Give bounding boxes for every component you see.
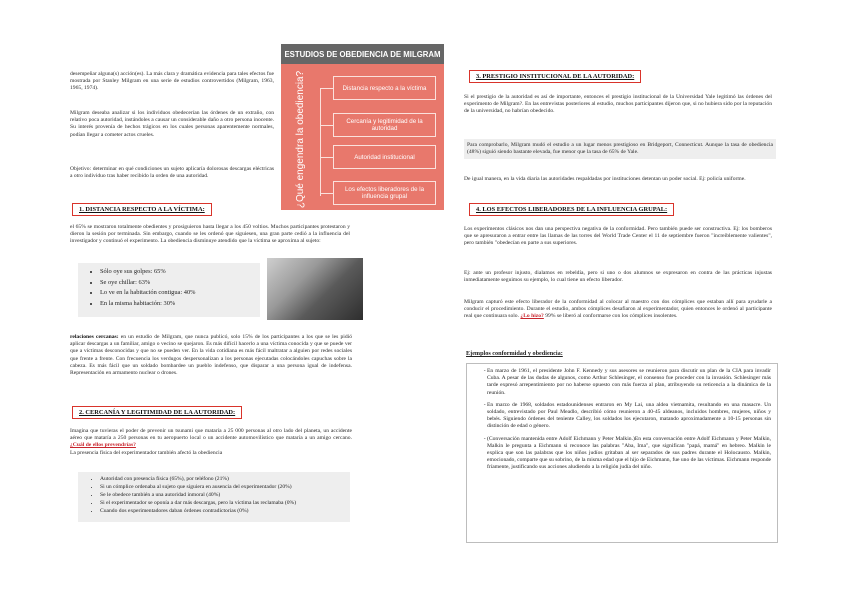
- section-2-header: [72, 406, 242, 419]
- section-2-text: Imagina que tuvieras el poder de prevenir un tsunami que mataría a 25 000 personas al otro lado del planeta, un accidente aéreo que mataría a 250 personas en tu aeropuerto local o un accidente automovilístico que mataría a un amigo cercano.: [70, 428, 352, 442]
- diagram-title: ESTUDIOS DE OBEDIENCIA DE MILGRAM: [281, 44, 444, 64]
- close-relationships-label: relaciones cercanas:: [70, 334, 119, 340]
- list-item: • En la misma habitación: 30%: [100, 299, 260, 310]
- section-4-paragraph-1: Los experimentos clásicos nos dan una perspectiva negativa de la conformidad. Pero también puede ser constructiva. Ej: los bomberos que se apresuraron a entrar entre las llamas de las torres del World Trade Center el 11 de septiembre fueron "increíblemente valientes", pero también "obedecían en parte a sus superiores.: [464, 226, 772, 247]
- section-1-header: [72, 203, 212, 216]
- list-item: • Se le obedece también a una autoridad inmoral (40%): [100, 491, 350, 499]
- section-4-text-end: 99% se liberó al conformarse con los cómplices insolentes.: [543, 313, 678, 320]
- list-item: • Autoridad con presencia física (65%), por teléfono (21%): [100, 475, 350, 483]
- diagram-item-group-influence: Los efectos liberadores de la influencia grupal: [333, 181, 436, 205]
- section-2-bullet-box: [78, 472, 350, 522]
- section-4-paragraph-2: Ej: ante un profesor injusto, dialamos en rebeldía, pero si uno o dos alumnos se expresaron en contra de las prácticas injustas inmediatamente seguimos su ejemplo, lo cual tiene un efecto liberador.: [464, 270, 772, 284]
- diagram-item-institutional-authority: Autoridad institucional: [333, 145, 436, 169]
- list-item: • Lo ve en la habitación contigua: 40%: [100, 288, 260, 299]
- section-2-header-text: 2. CERCANÍA Y LEGITIMIDAD DE LA AUTORIDAD:: [79, 409, 236, 416]
- examples-title-text: Ejemplos conformidad y obediencia:: [466, 350, 563, 357]
- examples-title: [466, 350, 563, 357]
- section-1-bullets: [78, 267, 260, 309]
- examples-box: [466, 363, 778, 543]
- section-1-header-text: 1. DISTANCIA RESPECTO A LA VÍCTIMA:: [79, 206, 205, 213]
- list-item: - (Conversación mantenida entre Adolf Eichmann y Peter Malkin.)En esta conversación entre Adolf Eichmann y Peter Malkin, Malkin le pregunta a Eichmann si reconoce las palabras "Aba, Ima", que significan "papá, mamá" en hebreo. Malkin le explica que son las palabras que los niños judíos gritaban al ser separados de sus padres durante el Holocausto. Malkin, emocionado, comparte que su sobrino, de la misma edad que el hijo de Eichmann, fue uno de las víctimas. Eichmann responde fríamente, justificando sus acciones aludiendo a la religión judía del niño.: [487, 436, 777, 472]
- section-1-paragraph: el 65% se mostraron totalmente obedientes y prosiguieron hasta llegar a los 450 voltios. Muchos participantes protestaron y dieron la sesión por terminada. Sin embargo, cuando se les ordenó que siguiesen, una gran parte cedió a la influencia del investigador y continuó el experimento. La obediencia disminuye atendido que la víctima se aproxima al sujeto:: [70, 224, 350, 245]
- close-relationships-text: en un estudio de Milgram, que nunca publicó, solo 15% de los participantes a los que se les pidió aplicar descargas a un familiar, amigo o vecino se quejaron. Es más difícil hacerlo a una víctima conocida y que se puede ver que a víctimas desconocidas y que no se pueden ver. En la vida cotidiana es más fácil maltratar a alguien por redes sociales que frente a frente. Con frecuencia los verdugos despersonalizan a los personas ejecutadas colocándoles capuchas sobre la cabeza. Es más fácil que un soldado bombardee un pueblo indefenso, que disparar a una persona igual de indefensa. Representación en armamento nuclear o drones.: [70, 334, 352, 377]
- list-item: - En marzo de 1961, el presidente John F. Kennedy y sus asesores se reunieron para discutir un plan de la CIA para invadir Cuba. A pesar de las dudas de algunos, como Arthur Schlesinger, el consenso fue proceder con la invasión. Schlesinger más tarde expresó arrepentimiento por no haberse opuesto con más fuerza al plan, atribuyendo su reticencia a la dinámica de la reunión.: [487, 368, 777, 397]
- diagram-connector: [320, 88, 333, 89]
- list-item: • Sólo oye sus golpes: 65%: [100, 267, 260, 278]
- section-3-paragraph-3: De igual manera, en la vida diaria las autoridades respaldadas por instituciones detentan un poder social. Ej: policía uniforme.: [464, 176, 746, 182]
- list-item: - En marzo de 1968, soldados estadounidenses entraron en My Lai, una aldea vietnamita, resultando en una masacre. Un soldado, entrevistado por Paul Meadlo, describió cómo reunieron a 40-45 aldeanos, incluidos hombres, mujeres, niños y bebés. Siguiendo órdenes del teniente Calley, los soldados los ejecutaron, matando aproximadamente a 10-15 personas sin distinción de edad o género.: [487, 402, 777, 431]
- list-item: • Si un cómplice ordenaba al sujeto que siguiera en ausencia del experimentador (20%): [100, 483, 350, 491]
- section-3-header: [469, 70, 641, 83]
- diagram-item-authority-proximity: Cercanía y legitimidad de la autoridad: [333, 113, 436, 137]
- diagram-vertical-label: ¿Qué engendra la obediencia?: [295, 70, 307, 208]
- objective-paragraph: Objetivo: determinar en qué condiciones un sujeto aplicaría dolorosas descargas eléctricas a otro individuo tras haber recibido la orden de una autoridad.: [70, 166, 274, 180]
- section-2-bullets: [78, 475, 350, 515]
- section-4-header-text: 4. LOS EFECTOS LIBERADORES DE LA INFLUENCIA GRUPAL:: [476, 206, 668, 213]
- milgram-experiment-photo: [267, 258, 363, 320]
- diagram-vertical-label-wrap: [290, 70, 312, 208]
- diagram-item-distance: Distancia respecto a la víctima: [333, 76, 436, 100]
- section-1-bullet-box: [78, 263, 260, 317]
- list-item: • Si el experimentador se oponía a dar más descargas, pero la víctima las reclamaba (0%): [100, 499, 350, 507]
- intro-paragraph-1: desempeñar alguna(s) acción(es). La más clara y dramática evidencia para tales efectos fue mostrada por Stanley Milgram en una serie de estudios controvertidos (Milgram, 1963, 1965, 1974).: [70, 71, 274, 92]
- section-3-header-text: 3. PRESTIGIO INSTITUCIONAL DE LA AUTORIDAD:: [476, 73, 635, 80]
- section-4-paragraph-3: [464, 299, 772, 321]
- section-2-presence-text: La presencia física del experimentador también afectó la obediencia: [70, 449, 223, 456]
- section-2-paragraph: [70, 428, 352, 457]
- section-4-header: [469, 203, 674, 216]
- section-4-text: Milgram capturó este efecto liberador de la conformidad al colocar al maestro con dos cómplices que estaban allí para ayudarle a conducir el procedimiento. Durante el estudio, ambos cómplices desafiaron al experimentador, quien entonces le ordenó al participante real que continuara solo.: [464, 299, 772, 320]
- close-relationships-paragraph: [70, 334, 352, 377]
- diagram-connector: [320, 193, 333, 194]
- section-3-paragraph-1: Si el prestigio de la autoridad es así de importante, entonces el prestigio institucional de la Universidad Yale legitimó las órdenes del experimento de Milgram?. En las entrevistas posteriores al estudio, muchos participantes dijeron que, si no hubiera sido por la reputación de la universidad, no habrían obedecido.: [464, 94, 772, 115]
- section-4-question: ¿Lo hizo?: [520, 313, 544, 320]
- diagram-connector: [320, 125, 333, 126]
- list-item: • Se oye chillar: 63%: [100, 278, 260, 289]
- diagram-connector: [320, 157, 333, 158]
- examples-list: [467, 368, 777, 472]
- section-2-question: ¿Cuál de ellos prevendrías?: [70, 442, 136, 449]
- section-3-paragraph-2: Para comprobarlo, Milgram mudó el estudio a un lugar menos prestigioso en Bridgeport, Connecticut. Aunque la tasa de obediencia (48%) siguió siendo bastante elevada, fue menor que la tasa de 65% de Yale.: [464, 139, 776, 159]
- list-item: • Cuando dos experimentadores daban órdenes contradictorias (0%): [100, 507, 350, 515]
- intro-paragraph-2: Milgram deseaba analizar si los individuos obedecerían las órdenes de un extraño, con relativo poca autoridad, instándoles a causar un considerable daño a otro persona inocente. Su interés provenía de hechos trágicos en los cuales personas aparentemente normales, podían llegar a cometer actos crueles.: [70, 110, 274, 138]
- diagram-connector: [320, 88, 321, 196]
